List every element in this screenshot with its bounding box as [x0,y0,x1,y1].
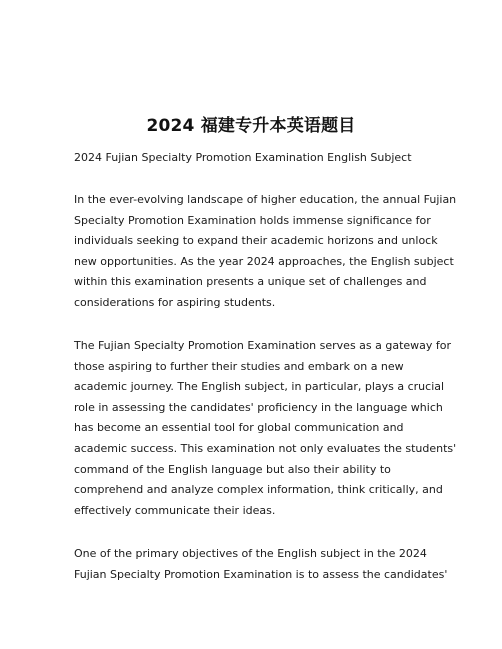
paragraph-line: effectively communicate their ideas. [74,503,276,517]
paragraph-line: new opportunities. As the year 2024 approaches, the English subject [74,254,454,268]
paragraph-line: within this examination presents a unique set of challenges and [74,275,427,289]
paragraph-line: comprehend and analyze complex information, think critically, and [74,483,443,497]
paragraph-line: academic journey. The English subject, in particular, plays a crucial [74,380,445,394]
document-subtitle: 2024 Fujian Specialty Promotion Examination English Subject [74,151,412,164]
paragraph-line: One of the primary objectives of the English subject in the 2024 [74,547,427,560]
paragraph-line: considerations for aspiring students. [74,295,276,309]
paragraph-line: individuals seeking to expand their academic horizons and unlock [74,234,438,248]
paragraph-line: The Fujian Specialty Promotion Examination serves as a gateway for [74,339,452,352]
paragraph-line: academic success. This examination not only evaluates the students' [74,441,457,455]
paragraph-line: role in assessing the candidates' proficiency in the language which [74,400,443,414]
paragraph-1 [74,190,457,314]
document-title: 2024 福建专升本英语题目 [146,116,356,136]
paragraph-3 [74,544,448,585]
paragraph-line: In the ever-evolving landscape of higher education, the annual Fujian [74,193,457,206]
paragraph-2 [74,336,457,521]
paragraph-line: Specialty Promotion Examination holds immense significance for [74,213,431,227]
paragraph-line: has become an essential tool for global communication and [74,421,404,435]
paragraph-line: those aspiring to further their studies and embark on a new [74,359,404,373]
paragraph-line: command of the English language but also their ability to [74,462,391,476]
paragraph-line: Fujian Specialty Promotion Examination is to assess the candidates' [74,567,448,581]
